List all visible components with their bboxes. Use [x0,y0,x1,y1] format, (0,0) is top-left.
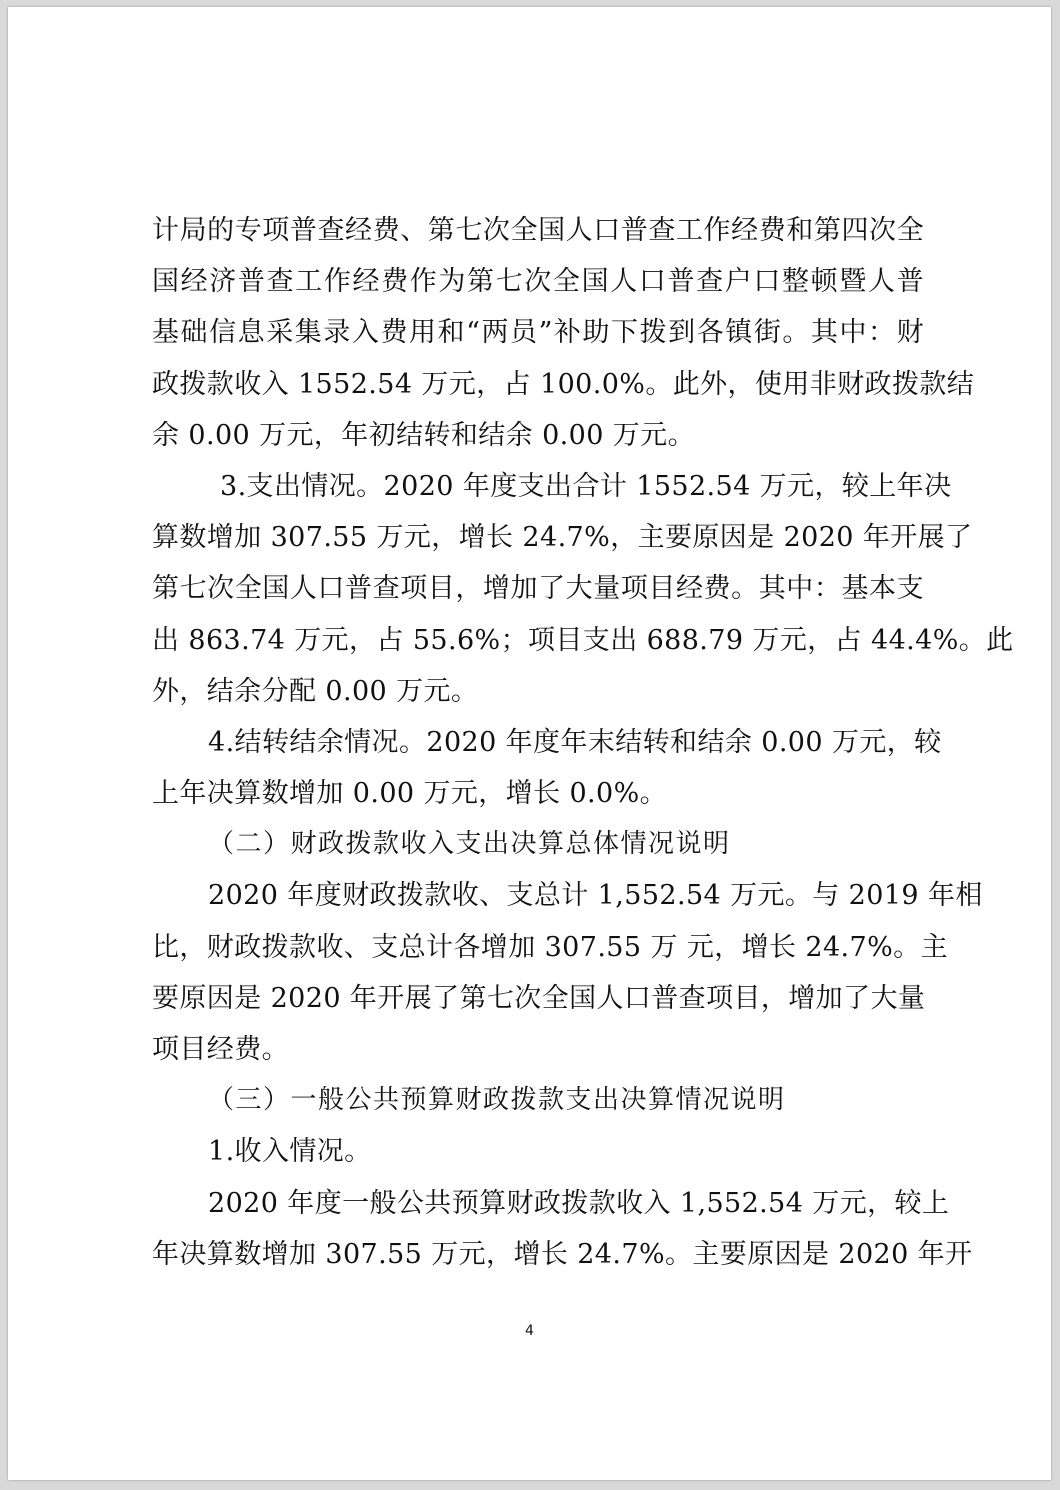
text-line: 算数增加 307.55 万元，增长 24.7%，主要原因是 2020 年开展了 [152,522,973,554]
text-line: 要原因是 2020 年开展了第七次全国人口普查项目，增加了大量 [152,982,926,1014]
text-line: 第七次全国人口普查项目，增加了大量项目经费。其中：基本支 [152,573,924,605]
text-line: 上年决算数增加 0.00 万元，增长 0.0%。 [152,778,668,810]
text-line: 政拨款收入 1552.54 万元，占 100.0%。此外，使用非财政拨款结 [152,368,975,400]
text-line: 年决算数增加 307.55 万元，增长 24.7%。主要原因是 2020 年开 [152,1238,973,1270]
text-line: 4.结转结余情况。2020 年度年末结转和结余 0.00 万元，较 [208,726,942,758]
text-line: 基础信息采集录入费用和“两员”补助下拨到各镇街。其中：财 [152,317,924,349]
text-line: 2020 年度财政拨款收、支总计 1,552.54 万元。与 2019 年相 [208,880,983,912]
page-number: 4 [525,1323,534,1339]
text-line: 2020 年度一般公共预算财政拨款收入 1,552.54 万元，较上 [208,1187,950,1219]
text-line: 项目经费。 [152,1034,289,1065]
section-heading: （二）财政拨款收入支出决算总体情况说明 [208,829,731,860]
document-page [8,7,1051,1480]
text-line: 3.支出情况。2020 年度支出合计 1552.54 万元，较上年决 [220,470,952,502]
text-line: 出 863.74 万元，占 55.6%；项目支出 688.79 万元，占 44.4%。此 [152,624,1014,656]
text-line: 1.收入情况。 [208,1136,372,1168]
body-text [152,205,1014,1280]
text-line: 国经济普查工作经费作为第七次全国人口普查户口整顿暨人普 [152,266,924,298]
text-line: 比，财政拨款收、支总计各增加 307.55 万 元，增长 24.7%。主 [152,931,948,963]
section-heading: （三）一般公共预算财政拨款支出决算情况说明 [208,1085,786,1116]
text-line: 余 0.00 万元，年初结转和结余 0.00 万元。 [152,419,695,451]
text-line: 计局的专项普查经费、第七次全国人口普查工作经费和第四次全 [152,215,924,246]
text-line: 外，结余分配 0.00 万元。 [152,675,479,707]
